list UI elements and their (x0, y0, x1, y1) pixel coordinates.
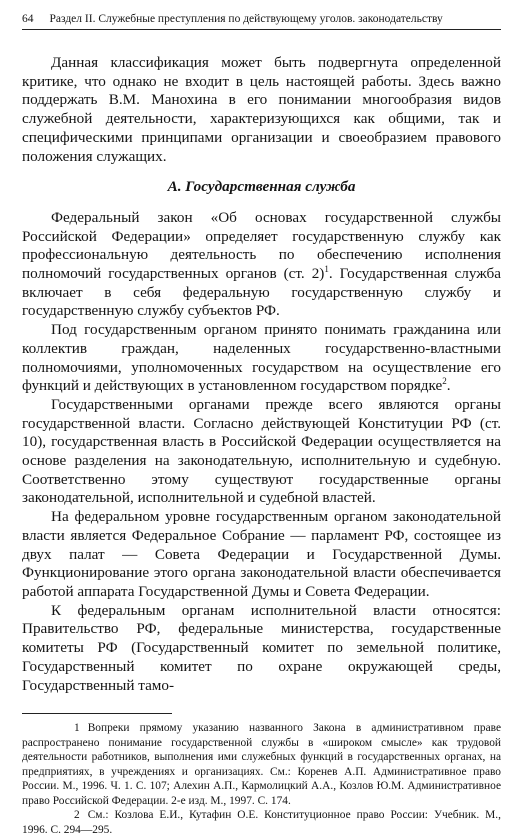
footnote-number: 2 (74, 809, 80, 822)
footnote-divider (22, 713, 172, 714)
page-number: 64 (22, 13, 34, 25)
paragraph-2 (22, 321, 501, 396)
paragraph-1-text-b: . Государственная служба включает в себя федеральную государственную службу и государственную службу субъектов РФ. (22, 265, 501, 320)
paragraph-3: Государственными органами прежде всего являются органы государственной власти. Согласно действующей Конституции РФ (ст. 10), государственная власть в Российской Федерации осуществляется на основе разделения на законодательную, исполнительную и судебную. Соответственно этому существуют государственные органы законодательной, исполнительной и судебной властей. (22, 395, 501, 507)
section-heading: А. Государственная служба (167, 178, 356, 196)
footnote-text: Вопреки прямому указанию названного Закона в административном праве распространено понимание государственной службы в «широком смысле» как трудовой деятельности работников, выполнения ими служебных функций в государственных органах, на предприятиях, в учреждениях и организациях. См.: Коренев А.П. Административное право России. М., 1996. Ч. 1. С. 107; Алехин А.П., Кармолицкий А.А., Козлов Ю.М. Административное право Российской Федерации. 2-е изд. М., 1997. С. 174. (22, 722, 501, 807)
main-text (22, 54, 501, 695)
footnote-text: См.: Козлова Е.И., Кутафин О.Е. Конституционное право России: Учебник. М., 1996. С. 294—295. (22, 809, 501, 836)
intro-paragraph: Данная классификация может быть подвергнута определенной критике, что однако не входит в цель настоящей работы. Здесь важно поддержать В.М. Манохина в его понимании многообразия видов служебной деятельности, характеризующихся как общими, так и специфическими принципами организации и своеобразием правового положения служащих. (22, 54, 501, 165)
paragraph-1-text-a: Федеральный закон «Об основах государственной службы Российской Федерации» определяет государственную службу как профессиональную деятельность по обеспечению исполнения полномочий государственных органов (ст. 2) (22, 208, 501, 283)
running-title: Раздел II. Служебные преступления по действующему уголов. законодательству (49, 13, 443, 25)
footnote-number: 1 (74, 722, 80, 735)
paragraph-4: На федеральном уровне государственным органом законодательной власти является Федеральное Собрание — парламент РФ, состоящее из двух палат — Совета Федерации и Государственной Думы. Функционирование этого органа законодательной власти обеспечивается работой аппарата Государственной Думы и Совета Федерации. (22, 508, 501, 600)
footnotes (22, 721, 501, 837)
paragraph-5: К федеральным органам исполнительной власти относятся: Правительство РФ, федеральные министерства, государственные комитеты РФ (Государственный комитет по земельной политике, Государственный комитет по охране окружающей среды, Государственный тамо- (22, 601, 501, 694)
running-header (22, 12, 501, 30)
footnote-ref-1[interactable]: 1 (324, 264, 329, 275)
paragraph-2-text-a: Под государственным органом принято понимать гражданина или коллектив граждан, наделенных государственно-властными полномочиями, уполномоченных государством на осуществление его функций и действующих в установленном государством порядке (22, 321, 501, 395)
footnote-1 (22, 721, 501, 808)
paragraph-1 (22, 209, 501, 321)
footnote-2 (22, 808, 501, 837)
footnote-ref-2[interactable]: 2 (442, 376, 447, 387)
paragraph-2-text-b: . (446, 377, 451, 395)
